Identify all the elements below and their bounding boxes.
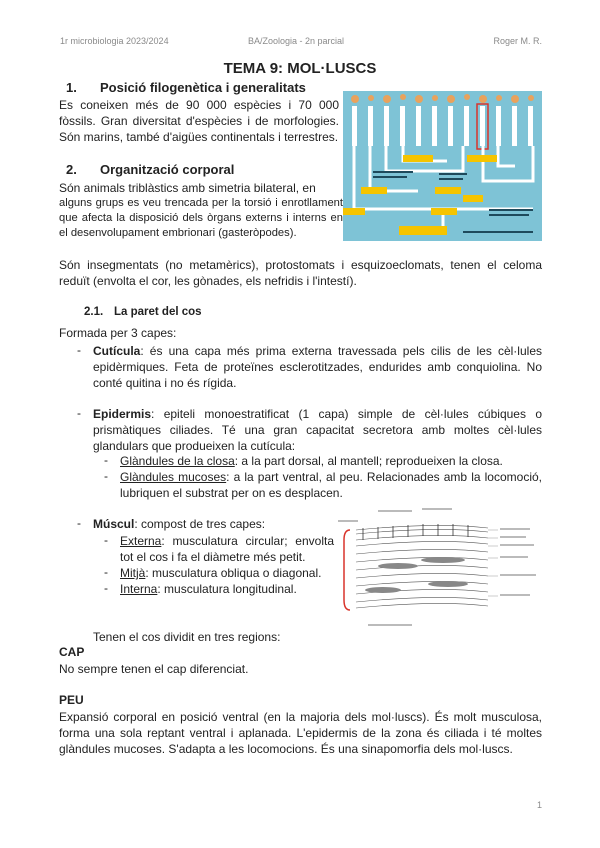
header-right: Roger M. R. <box>493 36 542 46</box>
body-wall-figure <box>338 500 542 632</box>
bullet-dash: - <box>77 343 81 357</box>
gland-2-item <box>120 469 542 501</box>
section-2-1-heading <box>84 306 202 318</box>
bullet-dash: - <box>104 565 108 579</box>
header-center: BA/Zoologia - 2n parcial <box>248 36 345 46</box>
gland-2-text: : a la part ventral, al peu. Relacionades amb la locomoció, lubriquen el substrat per on es desplacen. <box>120 470 542 500</box>
regions-text: Tenen el cos dividit en tres regions: <box>93 630 281 644</box>
gland-1-item <box>120 453 542 469</box>
section-1-text: Es coneixen més de 90 000 espècies i 70 000 fòssils. Gran diversitat d'espècies i de morfologies. Són marins, també d'aigües continentals i terrestres. <box>59 98 339 144</box>
page-title: TEMA 9: MOL·LUSCS <box>223 60 377 77</box>
section-2-heading <box>66 162 234 177</box>
gland-1-term: Glàndules de la closa <box>120 454 235 468</box>
section-1-heading <box>66 80 306 95</box>
bullet-dash: - <box>104 453 108 467</box>
gland-1-text: : a la part dorsal, al mantell; reprodueixen la closa. <box>234 454 503 468</box>
cuticula-term: Cutícula <box>93 344 141 358</box>
muscle-middle-text: : musculatura obliqua o diagonal. <box>145 566 322 580</box>
cuticula-item <box>93 343 542 391</box>
cap-label: CAP <box>59 645 85 659</box>
muscle-internal-term: Interna <box>120 582 158 596</box>
bullet-dash: - <box>104 533 108 547</box>
muscle-middle-term: Mitjà <box>120 566 146 580</box>
phylogeny-figure <box>343 91 542 241</box>
epidermis-text: : epiteli monoestratificat (1 capa) simple de cèl·lules cúbiques o prismàtiques ciliades. Té una gran capacitat secretora amb moltes cèl·lules glandulars que produeixen la cutícula: <box>93 407 542 453</box>
epidermis-item <box>93 406 542 454</box>
muscle-internal-text: : musculatura longitudinal. <box>157 582 297 596</box>
section-2-text-3: Són insegmentats (no metamèrics), protostomats i esquizoeclomats, tenen el celoma reduït (envolta el cor, les gònades, els nefridis i l'intestí). <box>59 258 542 288</box>
bullet-dash: - <box>77 516 81 530</box>
section-2-text-1: Són animals triblàstics amb simetria bilateral, en <box>59 181 316 195</box>
header-left: 1r microbiologia 2023/2024 <box>60 36 169 46</box>
muscul-term: Múscul <box>93 517 135 531</box>
gland-2-term: Glàndules mucoses <box>120 470 227 484</box>
bullet-dash: - <box>104 581 108 595</box>
cuticula-text: : és una capa més prima externa travessada pels cilis de les cèl·lules epidèrmiques. Feta de proteïnes esclerotitzades, endurides amb conquiolina. No conté quitina i no és rígida. <box>93 344 542 390</box>
muscle-external-text: : musculatura circular; envolta tot el cos i fa el diàmetre més petit. <box>120 534 334 564</box>
section-2-text-2: alguns grups es veu trencada per la torsió i enrotllament que afecta la disposició dels òrgans externs i interns en el desenvolupament embrionari (gasteròpodes). <box>59 197 343 239</box>
layers-intro: Formada per 3 capes: <box>59 326 177 340</box>
section-1-title: Posició filogenètica i generalitats <box>100 80 306 95</box>
muscul-text: : compost de tres capes: <box>134 517 266 531</box>
muscul-item <box>93 516 323 532</box>
peu-label: PEU <box>59 693 84 707</box>
bullet-dash: - <box>77 406 81 420</box>
section-2-title: Organització corporal <box>100 162 235 177</box>
section-2-1-number: 2.1. <box>84 306 104 318</box>
section-2-number: 2. <box>66 162 77 177</box>
muscle-external-term: Externa <box>120 534 162 548</box>
peu-text: Expansió corporal en posició ventral (en la majoria dels mol·luscs). És molt musculosa, forma una sola reptant ventral i aplanada. L'epidermis de la zona és ciliada i té moltes glàndules mucoses. S'adapta a les locomocions. És una sinapomorfia dels mol·luscs. <box>59 710 542 756</box>
bullet-dash: - <box>104 469 108 483</box>
section-2-1-title: La paret del cos <box>114 306 202 318</box>
cap-text: No sempre tenen el cap diferenciat. <box>59 662 249 676</box>
muscle-middle-item <box>120 565 334 581</box>
page-number: 1 <box>536 800 542 810</box>
epidermis-term: Epidermis <box>93 407 152 421</box>
muscle-internal-item <box>120 581 334 597</box>
section-1-number: 1. <box>66 80 77 95</box>
muscle-external-item <box>120 533 334 565</box>
